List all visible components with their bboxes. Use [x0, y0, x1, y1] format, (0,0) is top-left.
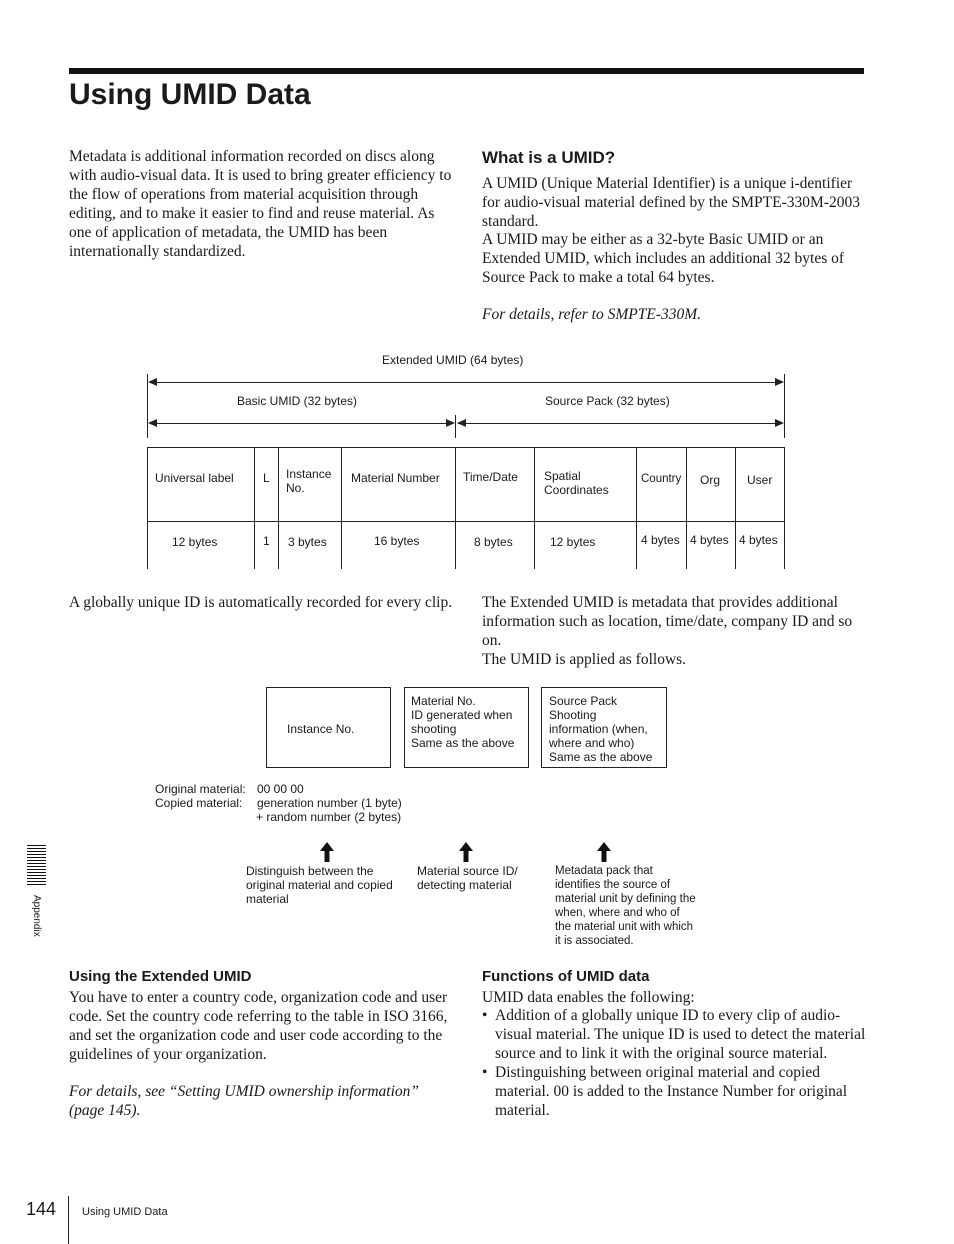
what-is-umid-text-1: A UMID (Unique Material Identifier) is a unique i-dentifier for audio-visual material defined by the SMPTE-330M-2003 standard. [482, 175, 860, 230]
source-pack-label: Source Pack (32 bytes) [545, 394, 670, 408]
source-pack-line: where and who) [549, 736, 635, 750]
size-universal-label: 12 bytes [172, 535, 218, 549]
col-divider [278, 447, 279, 569]
basic-arrow-line [150, 423, 453, 424]
extended-arrow-right-head [775, 378, 784, 386]
note-line: material unit by defining the [555, 893, 696, 905]
what-is-umid-heading: What is a UMID? [482, 148, 616, 167]
extended-umid-paragraph: The Extended UMID is metadata that provides additional information such as location, time/date, company ID and so on. [482, 594, 853, 649]
col-divider [341, 447, 342, 569]
col-divider [254, 447, 255, 569]
original-material-label: Original material: [155, 782, 246, 796]
note-line: identifies the source of [555, 879, 671, 891]
basic-umid-label: Basic UMID (32 bytes) [237, 394, 358, 408]
note-line: material [246, 892, 289, 906]
basic-arrow-left-head [148, 419, 157, 427]
side-tab-marker [27, 845, 46, 886]
field-universal-label: Universal label [155, 471, 234, 485]
functions-list [482, 1006, 867, 1120]
col-divider [147, 447, 148, 569]
ownership-reference: For details, see “Setting UMID ownership information” (page 145). [69, 1083, 420, 1119]
using-extended-body: You have to enter a country code, organization code and user code. Set the country code referring to the table in ISO 3166, and set the organization code and user code according to the guidelines of your organization. [69, 989, 448, 1063]
functions-list-item: • Distinguishing between original material and copied material. 00 is added to the Instance Number for original material. [482, 1063, 867, 1120]
instance-no-box [266, 687, 391, 768]
instance-no-box-label: Instance No. [287, 722, 355, 736]
field-length: L [263, 471, 270, 485]
source-arrow-line [458, 423, 782, 424]
note-line: Material source ID/ [417, 864, 518, 878]
source-arrow-left-head [457, 419, 466, 427]
footer-section: Using UMID Data [82, 1206, 168, 1218]
field-user: User [747, 473, 773, 487]
global-id-paragraph: A globally unique ID is automatically recorded for every clip. [69, 594, 453, 611]
basic-arrow-right-head [446, 419, 455, 427]
note-line: it is associated. [555, 935, 634, 947]
source-pack-box [541, 687, 667, 768]
using-extended-heading: Using the Extended UMID [69, 968, 252, 985]
field-instance-no: Instance No. [286, 467, 332, 495]
umid-applied-paragraph: The UMID is applied as follows. [482, 651, 687, 668]
source-pack-line: Same as the above [549, 750, 653, 764]
col-divider [735, 447, 736, 569]
source-pack-box-text [549, 694, 652, 764]
note-line: when, where and who of [555, 907, 680, 919]
note-source-pack [555, 864, 696, 948]
up-arrow-icon [459, 842, 473, 862]
material-no-line: Same as the above [411, 736, 515, 750]
note-line: original material and copied [246, 878, 393, 892]
extended-arrow-left-head [148, 378, 157, 386]
material-no-line: ID generated when [411, 708, 513, 722]
extended-arrow-line [150, 382, 782, 383]
size-country: 4 bytes [641, 533, 680, 547]
col-divider [686, 447, 687, 569]
source-pack-line: Shooting [549, 708, 597, 722]
page-number: 144 [26, 1199, 57, 1219]
col-divider [636, 447, 637, 569]
size-material-number: 16 bytes [374, 534, 420, 548]
copied-material-value-2: + random number (2 bytes) [256, 810, 402, 824]
field-row-box [147, 447, 785, 522]
col-divider [534, 447, 535, 569]
side-tab-label: Appendix [31, 895, 42, 937]
extended-right-tick [784, 374, 785, 438]
field-country: Country [641, 473, 682, 485]
source-arrow-right-head [775, 419, 784, 427]
size-user: 4 bytes [739, 533, 778, 547]
up-arrow-icon [320, 842, 334, 862]
note-instance [246, 864, 393, 906]
note-line: Metadata pack that [555, 865, 653, 877]
original-material-value: 00 00 00 [257, 782, 304, 796]
material-no-box-text [411, 694, 514, 750]
field-time-date: Time/Date [463, 470, 518, 484]
size-spatial-coordinates: 12 bytes [550, 535, 596, 549]
note-line: detecting material [417, 878, 512, 892]
footer-divider [68, 1196, 69, 1244]
size-length: 1 [263, 534, 270, 548]
title-rule [69, 68, 864, 74]
size-time-date: 8 bytes [474, 535, 513, 549]
field-org: Org [700, 473, 721, 487]
up-arrow-icon [597, 842, 611, 862]
copied-material-value-1: generation number (1 byte) [257, 796, 402, 810]
source-pack-line: Source Pack [549, 694, 618, 708]
page-title: Using UMID Data [69, 78, 311, 111]
note-material [417, 864, 518, 892]
extended-umid-label: Extended UMID (64 bytes) [382, 353, 524, 367]
intro-paragraph: Metadata is additional information recorded on discs along with audio-visual data. It is used to bring greater efficiency to the flow of operations from material acquisition through editing, and to make it easier to find and reuse material. As one of application of metadata, the UMID has been internationally standardized. [69, 148, 452, 260]
functions-lead: UMID data enables the following: [482, 989, 695, 1006]
size-org: 4 bytes [690, 533, 729, 547]
field-material-number: Material Number [351, 471, 440, 485]
source-pack-line: information (when, [549, 722, 648, 736]
size-instance-no: 3 bytes [288, 535, 327, 549]
material-no-line: Material No. [411, 694, 476, 708]
copied-material-label: Copied material: [155, 796, 243, 810]
col-divider [455, 447, 456, 569]
divider-tick [455, 415, 456, 438]
functions-list-item: • Addition of a globally unique ID to every clip of audio-visual material. The unique ID is used to detect the material source and to link it with the original source material. [482, 1006, 867, 1063]
functions-heading: Functions of UMID data [482, 968, 650, 985]
field-spatial-coordinates: Spatial Coordinates [544, 469, 609, 497]
smpte-reference: For details, refer to SMPTE-330M. [482, 306, 701, 323]
what-is-umid-text-2: A UMID may be either as a 32-byte Basic UMID or an Extended UMID, which includes an additional 32 bytes of Source Pack to make a total 64 bytes. [482, 231, 845, 286]
material-no-line: shooting [411, 722, 457, 736]
material-no-box [404, 687, 529, 768]
note-line: the material unit with which [555, 921, 694, 933]
col-divider [784, 447, 785, 569]
note-line: Distinguish between the [246, 864, 374, 878]
